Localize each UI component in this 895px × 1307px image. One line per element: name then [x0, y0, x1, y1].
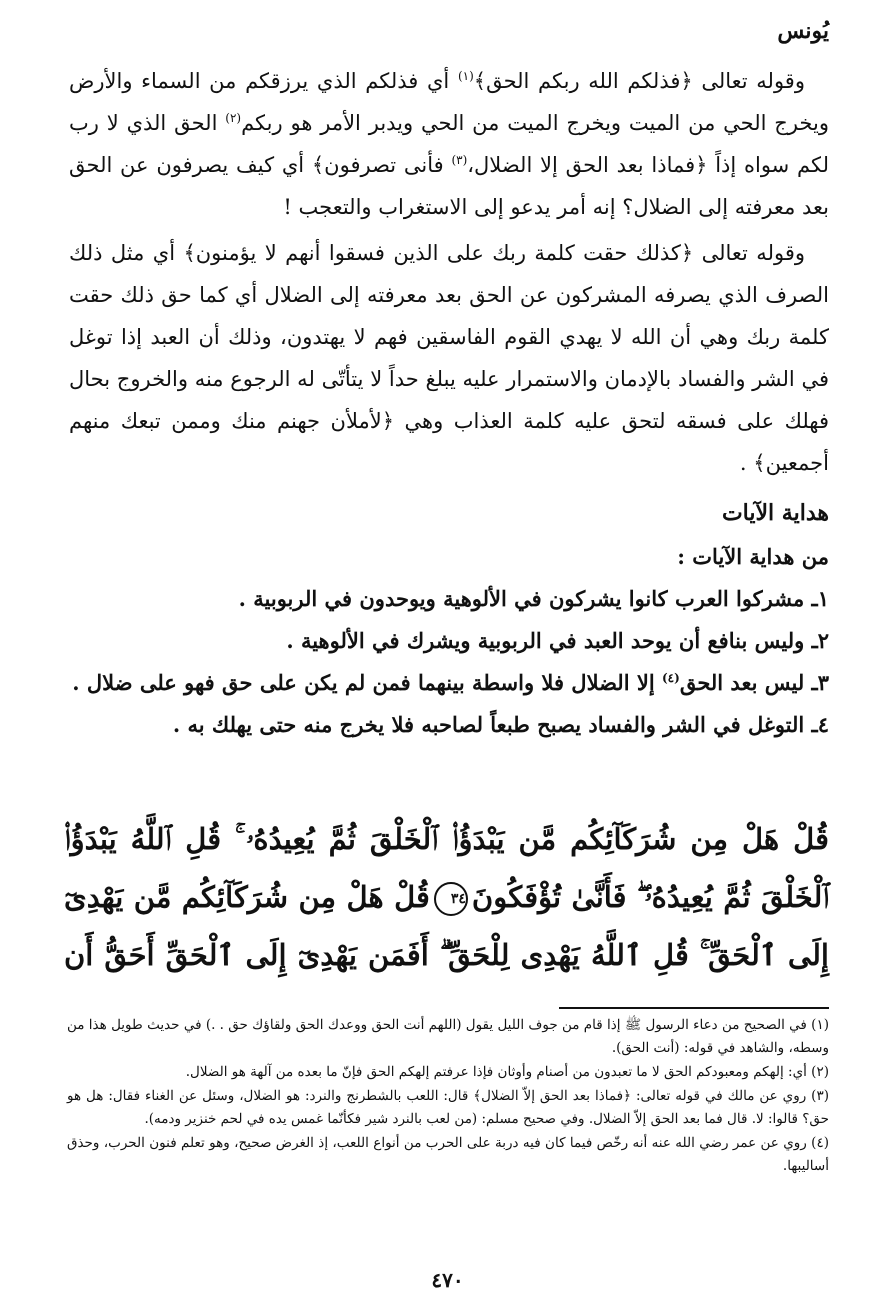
lesson3-part-b: إلا الضلال فلا واسطة بينهما فمن لم يكن على حق فهو على ضلال .	[72, 670, 655, 695]
ayah-number-marker: ٣٤	[434, 882, 468, 916]
para1-part-d: فأنى تصرفون﴾ أي كيف يصرفون عن الحق بعد معرفته إلى الضلال؟ إنه أمر يدعو إلى الاستغراب والتعجب !	[69, 153, 829, 219]
main-text	[69, 60, 829, 746]
lesson-item-2: ٢ـ وليس بنافع أن يوحد العبد في الربوبية ويشرك في الألوهية .	[286, 628, 829, 653]
lesson-item-1: ١ـ مشركوا العرب كانوا يشركون في الألوهية ويوحدون في الربوبية .	[238, 586, 829, 611]
footnote-3: (٣) روي عن مالك في قوله تعالى: ﴿فماذا بعد الحق إلاّ الضلال﴾ قال: اللعب بالشطرنج والنرد: هو الضلال، وسئل عن الغناء فقال: هل هو حق؟ قالوا: لا. قال فما بعد الحق إلاّ الضلال. وفي صحيح مسلم: (من لعب بالنرد شير فكأنّما غمس يده في لحم خنزير ودمه).	[67, 1088, 829, 1127]
footnote-2: (٢) أي: إلهكم ومعبودكم الحق لا ما تعبدون من أصنام وأوثان فإذا عرفتم إلهكم الحق فإنّ ما بعده من آلهة هو الضلال.	[185, 1064, 829, 1080]
sub-heading: من هداية الآيات :	[677, 544, 829, 569]
para1-part-b: أي فذلكم الذي يرزقكم من السماء والأرض ويخرج الحي من الميت ويخرج الميت من الحي ويدبر الأمر هو ربكم	[69, 69, 829, 135]
commentary-paragraph-2: وقوله تعالى ﴿كذلك حقت كلمة ربك على الذين فسقوا أنهم لا يؤمنون﴾ أي مثل ذلك الصرف الذي يصرفه المشركون عن الحق بعد معرفته إلى الضلال أي كما حق ذلك حقت كلمة ربك وهي أن الله لا يهدي القوم الفاسقين فهم لا يهتدون، وذلك أن العبد إذا توغل في الشر والفساد بالإدمان والاستمرار عليه يبلغ حداً لا يتأتّى له الرجوع منه والخروج بحال فهلك على فسقه لتحق عليه كلمة العذاب وهي ﴿لأملأن جهنم منك وممن تبعك منهم أجمعين﴾ .	[69, 241, 829, 475]
lesson-item-4: ٤ـ التوغل في الشر والفساد يصبح طبعاً لصاحبه فلا يخرج منه حتى يهلك به .	[172, 712, 829, 737]
quran-verse-34: قُلْ هَلْ مِن شُرَكَآئِكُم مَّن يَبْدَؤُا۟ ٱلْخَلْقَ ثُمَّ يُعِيدُهُۥ ۚ قُلِ ٱللَّهُ يَبْدَؤُا۟ ٱلْخَلْقَ ثُمَّ يُعِيدُهُۥ ۖ فَأَنَّىٰ تُؤْفَكُونَ	[64, 822, 829, 914]
commentary-paragraph-1	[69, 60, 829, 228]
lesson-item-3	[69, 662, 829, 704]
para1-part-a: وقوله تعالى ﴿فذلكم الله ربكم الحق﴾	[473, 69, 805, 93]
section-heading: هداية الآيات	[721, 500, 829, 526]
quran-verse-35: قُلْ هَلْ مِن شُرَكَآئِكُم مَّن يَهْدِىٓ إِلَى ٱلْحَقِّ ۚ قُلِ ٱللَّهُ يَهْدِى لِلْحَقِّ ۗ أَفَمَن يَهْدِىٓ إِلَى ٱلْحَقِّ أَحَقُّ أَن	[64, 880, 829, 972]
page-number: ٤٧٠	[431, 1268, 464, 1292]
lesson3-part-a: ٣ـ ليس بعد الحق	[679, 670, 829, 695]
para1-part-c: الحق الذي لا رب لكم سواه إذاً ﴿فماذا بعد الحق إلا الضلال،	[69, 111, 829, 177]
footnote-marker-1: (١)	[457, 69, 474, 83]
running-header-surah-name: يُونس	[777, 18, 829, 44]
footnote-1: (١) في الصحيح من دعاء الرسول ﷺ إذا قام من جوف الليل يقول (اللهم أنت الحق ووعدك الحق ولقاؤك حق . .) في حديث طويل هذا من وسطه، والشاهد في قوله: (أنت الحق).	[67, 1017, 829, 1056]
footnote-marker-3: (٣)	[451, 153, 468, 167]
footnotes	[67, 1014, 829, 1179]
footnote-marker-4: (٤)	[661, 671, 680, 685]
quran-verses	[64, 810, 829, 984]
footnote-marker-2: (٢)	[225, 111, 242, 125]
footnote-4: (٤) روي عن عمر رضي الله عنه أنه رخّص فيما كان فيه دربة على الحرب من أنواع اللعب، إذ الغرض صحيح، وهو تعلم فنون الحرب، وحذق أساليبها.	[67, 1135, 829, 1174]
footnote-divider	[559, 1007, 829, 1009]
